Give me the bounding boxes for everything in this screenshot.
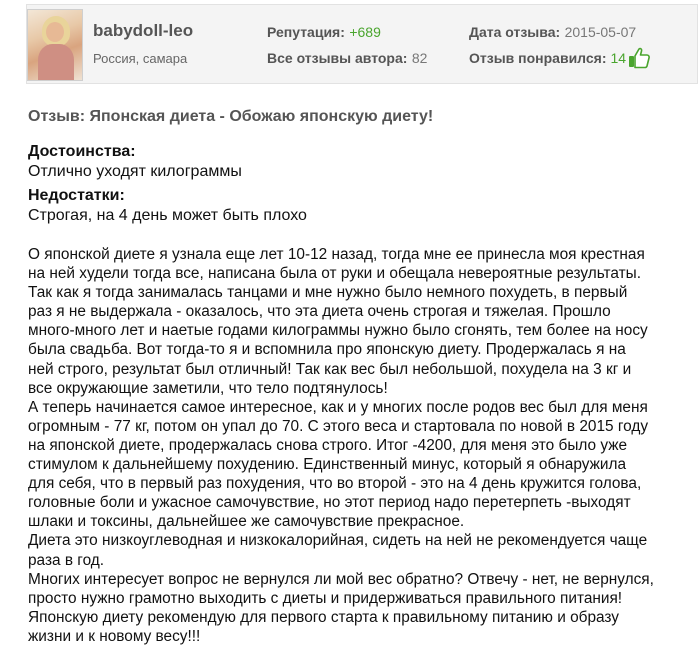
review-date-value: 2015-05-07 — [564, 24, 637, 40]
review-body-line: много-много лет и наетые годами килограммы нужно было сгонять, тем более на носу — [28, 322, 648, 340]
review-author-header — [26, 4, 698, 84]
reputation — [267, 24, 381, 42]
reputation-label: Репутация: — [267, 24, 345, 40]
review-body-line: головные боли и ужасное самочувствие, но этот период надо перетерпеть -выходят — [28, 494, 631, 512]
thumbs-up-icon[interactable] — [628, 47, 650, 69]
review-body-line: стимулом к дальнейшему похудению. Единственный минус, который я обнаружила — [28, 456, 627, 474]
review-title: Отзыв: Японская диета - Обожаю японскую диету! — [28, 108, 434, 125]
review-body-line: просто нужно грамотно выходить с диеты и придерживаться правильного питания! — [28, 589, 623, 607]
pros-text: Отлично уходят килограммы — [28, 163, 242, 180]
total-reviews-value: 82 — [411, 50, 428, 66]
review-liked-value: 14 — [610, 50, 627, 66]
review-liked — [469, 47, 650, 69]
review-body-line: ней строго, результат был отличный! Так как вес был небольшой, похудела на 3 кг и — [28, 360, 632, 378]
avatar[interactable] — [27, 9, 83, 81]
review-date-label: Дата отзыва: — [469, 24, 561, 40]
pros-label: Достоинства: — [28, 143, 136, 160]
author-location: Россия, самара — [93, 51, 188, 66]
review-body-line: О японской диете я узнала еще лет 10-12 назад, тогда мне ее принесла моя крестная — [28, 246, 645, 263]
cons-label: Недостатки: — [28, 187, 125, 204]
cons-text: Строгая, на 4 день может быть плохо — [28, 207, 307, 224]
reputation-value: +689 — [349, 24, 381, 40]
review-body-line: Японскую диету рекомендую для первого старта к правильному питанию и образу — [28, 608, 619, 626]
review-body-line: шлаки и токсины, дальнейшее же самочувствие прекрасное. — [28, 513, 465, 531]
review-body-line: раз я не выдержала - оказалось, что эта диета очень строгая и тяжелая. Прошло — [28, 303, 611, 321]
total-reviews[interactable] — [267, 50, 427, 68]
review-body-line: Так как я тогда занималась танцами и мне нужно было немного похудеть, в первый — [28, 284, 628, 302]
review-body-line: на японской диете, продержалась снова строго. Итог -4200, для меня это было уже — [28, 436, 628, 454]
review-body-line: огромным - 77 кг, потом он упал до 70. С этого веса и стартовала по новой в 2015 году — [28, 417, 649, 435]
review-date — [469, 24, 636, 42]
review-body — [28, 245, 699, 646]
review-body-line: раза в год. — [28, 551, 105, 569]
review-body-line: А теперь начинается самое интересное, как и у многих после родов вес был для меня — [28, 398, 648, 416]
review-body-line: была свадьба. Вот тогда-то я и вспомнила про японскую диету. Продержалась я на — [28, 341, 626, 359]
review-body-line: Диета это низкоуглеводная и низкокалорийная, сидеть на ней не рекомендуется чаще — [28, 532, 648, 550]
review-liked-label: Отзыв понравился: — [469, 50, 607, 66]
author-username[interactable]: babydoll-leo — [93, 21, 194, 40]
avatar-face — [46, 22, 64, 42]
review-body-line: жизни и к новому весу!!! — [28, 627, 201, 645]
total-reviews-label: Все отзывы автора: — [267, 50, 408, 66]
review-body-line: для себя, что в первый раз похудения, что во второй - это на 4 день кружится голова, — [28, 475, 642, 493]
avatar-body — [38, 44, 74, 81]
review-body-line: Многих интересует вопрос не вернулся ли мой вес обратно? Отвечу - нет, не вернулся, — [28, 570, 654, 588]
review-body-line: на ней худели тогда все, написана была от руки и обещала невероятные результаты. — [28, 265, 642, 283]
review-body-line: все окружающие заметили, что тело подтянулось! — [28, 379, 388, 397]
